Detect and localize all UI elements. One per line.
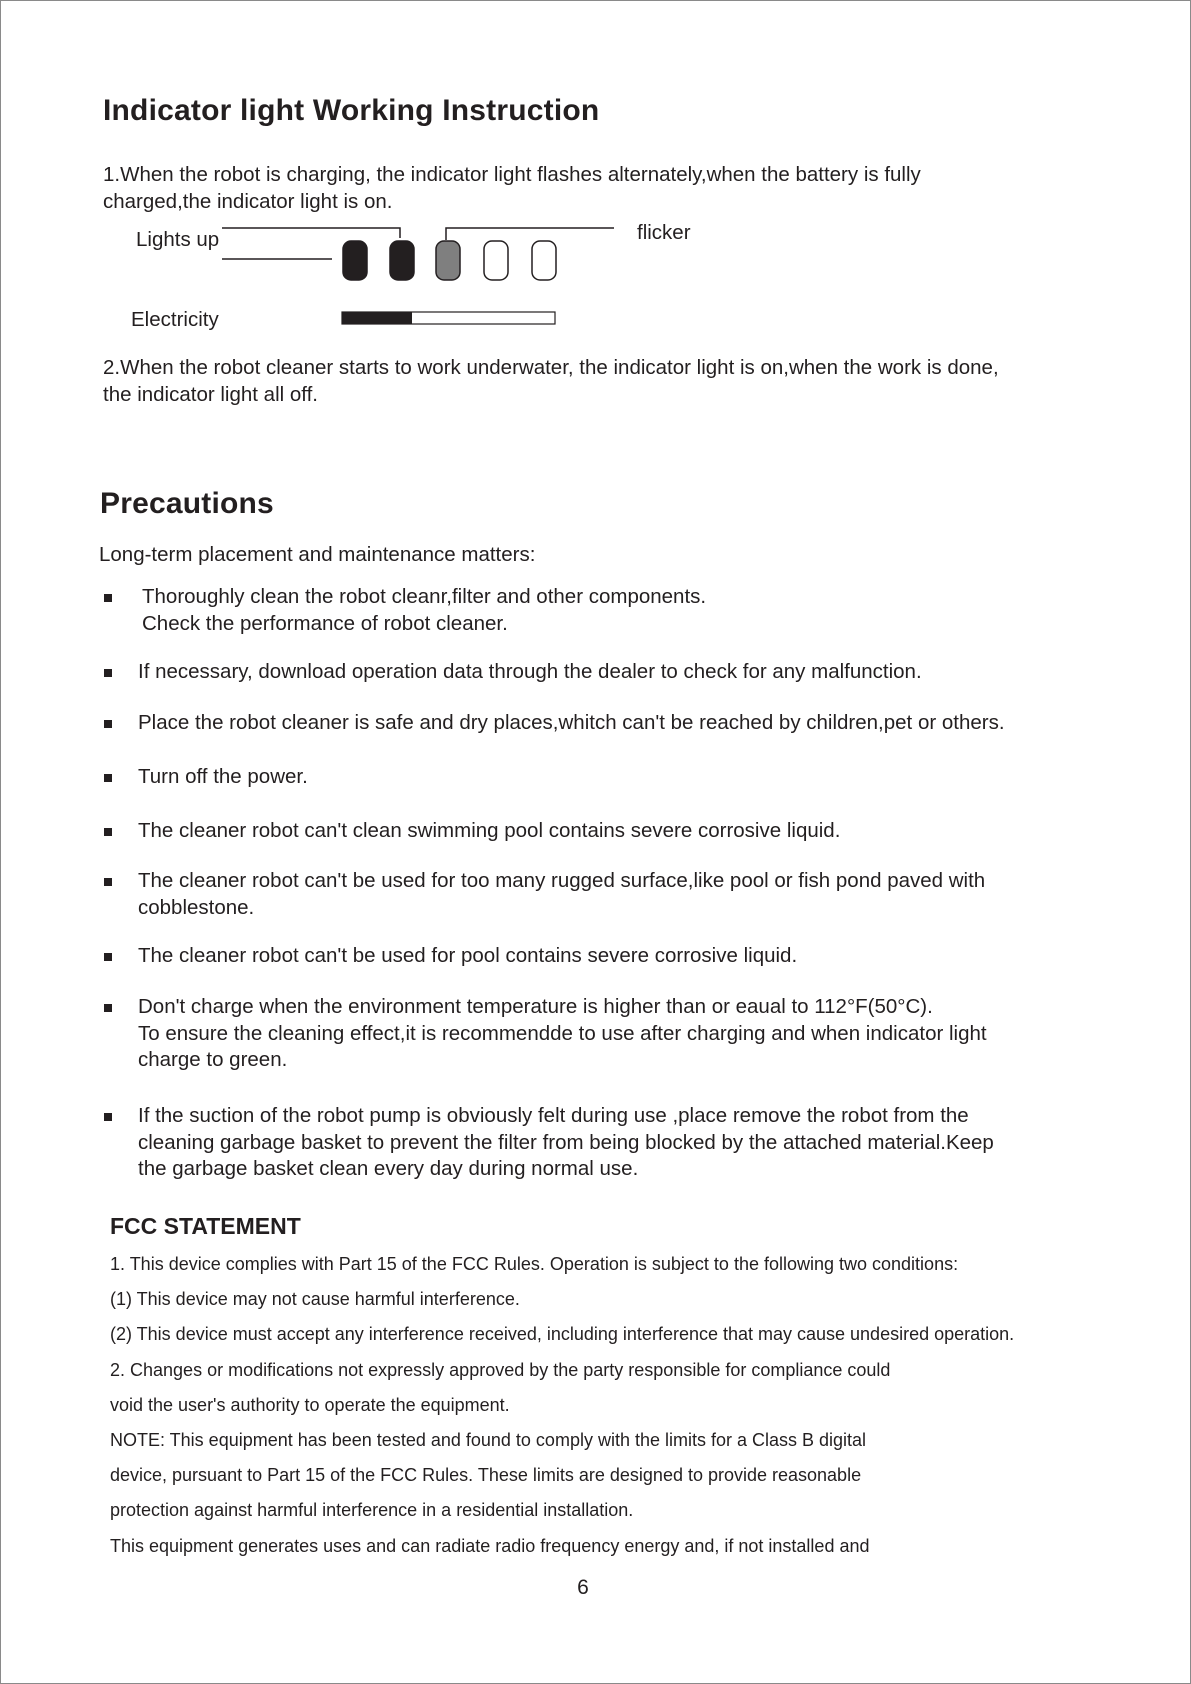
- bullet-marker: [104, 953, 112, 961]
- page-number: 6: [577, 1576, 589, 1599]
- precaution-item: [138, 994, 987, 1074]
- fcc-line: (2) This device must accept any interference received, including interference that may cause undesired operation.: [110, 1324, 1015, 1345]
- precaution-item: [138, 943, 797, 970]
- fcc-line: 1. This device complies with Part 15 of the FCC Rules. Operation is subject to the following two conditions:: [110, 1254, 959, 1274]
- precaution-item-line: cobblestone.: [138, 895, 255, 919]
- precaution-item-line: If necessary, download operation data through the dealer to check for any malfunction.: [138, 660, 922, 683]
- precautions-section-title: Precautions: [100, 487, 274, 520]
- fcc-line: (1) This device may not cause harmful interference.: [110, 1289, 520, 1310]
- precaution-item-line: The cleaner robot can't be used for too many rugged surface,like pool or fish pond paved with: [138, 869, 986, 892]
- indicator-led-1-on: [343, 241, 367, 280]
- precaution-item: [138, 710, 1005, 737]
- fcc-line: device, pursuant to Part 15 of the FCC Rules. These limits are designed to provide reasonable: [110, 1465, 862, 1486]
- electricity-bar: [342, 312, 555, 324]
- fcc-line: NOTE: This equipment has been tested and found to comply with the limits for a Class B digital: [110, 1430, 867, 1450]
- fcc-title: FCC STATEMENT: [110, 1213, 301, 1239]
- indicator-diagram: [0, 0, 1191, 340]
- bullet-marker: [104, 878, 112, 886]
- precaution-item: [138, 659, 922, 686]
- indicator-section-title: Indicator light Working Instruction: [103, 94, 600, 127]
- precaution-item-line: If the suction of the robot pump is obviously felt during use ,place remove the robot from the: [138, 1104, 969, 1127]
- precaution-item-line: cleaning garbage basket to prevent the filter from being blocked by the attached material.Keep: [138, 1130, 994, 1154]
- fcc-line: protection against harmful interference in a residential installation.: [110, 1500, 634, 1521]
- indicator-paragraph-2-line-2: the indicator light all off.: [103, 382, 318, 406]
- precaution-item: [138, 868, 985, 921]
- bullet-marker: [104, 1004, 112, 1012]
- fcc-line: 2. Changes or modifications not expressly approved by the party responsible for compliance could: [110, 1359, 891, 1380]
- precautions-intro: Long-term placement and maintenance matters:: [99, 543, 536, 566]
- indicator-led-4-off: [484, 241, 508, 280]
- lights-up-callout: [222, 228, 400, 259]
- flicker-callout: [446, 228, 614, 240]
- fcc-line: This equipment generates uses and can radiate radio frequency energy and, if not installed and: [110, 1535, 870, 1556]
- precaution-item: [142, 584, 706, 637]
- precaution-item-line: Don't charge when the environment temperature is higher than or eaual to 112°F(50°C).: [138, 995, 933, 1018]
- precaution-item-line: The cleaner robot can't be used for pool contains severe corrosive liquid.: [138, 944, 798, 967]
- precaution-item-line: Thoroughly clean the robot cleanr,filter and other components.: [142, 585, 707, 608]
- indicator-led-2-on: [390, 241, 414, 280]
- precaution-item-line: charge to green.: [138, 1048, 288, 1071]
- bullet-marker: [104, 720, 112, 728]
- bullet-marker: [104, 594, 112, 602]
- bullet-marker: [104, 669, 112, 677]
- flicker-label: flicker: [637, 221, 691, 244]
- bullet-marker: [104, 828, 112, 836]
- lights-up-label: Lights up: [136, 228, 220, 251]
- precaution-item-line: Check the performance of robot cleaner.: [142, 611, 508, 635]
- bullet-marker: [104, 774, 112, 782]
- electricity-bar-fill: [342, 312, 412, 324]
- precaution-item-line: The cleaner robot can't clean swimming pool contains severe corrosive liquid.: [138, 819, 841, 842]
- fcc-line: void the user's authority to operate the equipment.: [110, 1394, 510, 1415]
- indicator-paragraph-1-line-2: charged,the indicator light is on.: [103, 189, 393, 213]
- indicator-paragraph-2: [103, 355, 999, 408]
- precaution-item: [138, 764, 308, 791]
- precaution-item-line: Turn off the power.: [138, 765, 308, 788]
- indicator-paragraph-2-line-1: 2.When the robot cleaner starts to work underwater, the indicator light is on,when the work is done,: [103, 356, 999, 379]
- indicator-paragraph-1-line-1: 1.When the robot is charging, the indicator light flashes alternately,when the battery is fully: [103, 163, 921, 186]
- precaution-item-line: the garbage basket clean every day during normal use.: [138, 1157, 639, 1180]
- indicator-led-3-flicker: [436, 241, 460, 280]
- precaution-item-line: Place the robot cleaner is safe and dry places,whitch can't be reached by children,pet or others.: [138, 711, 1005, 734]
- precaution-item: [138, 818, 840, 845]
- indicator-led-5-off: [532, 241, 556, 280]
- electricity-label: Electricity: [131, 308, 219, 331]
- precaution-item: [138, 1103, 994, 1183]
- precaution-item-line: To ensure the cleaning effect,it is recommendde to use after charging and when indicator light: [138, 1021, 987, 1045]
- bullet-marker: [104, 1113, 112, 1121]
- indicator-leds: [343, 241, 556, 280]
